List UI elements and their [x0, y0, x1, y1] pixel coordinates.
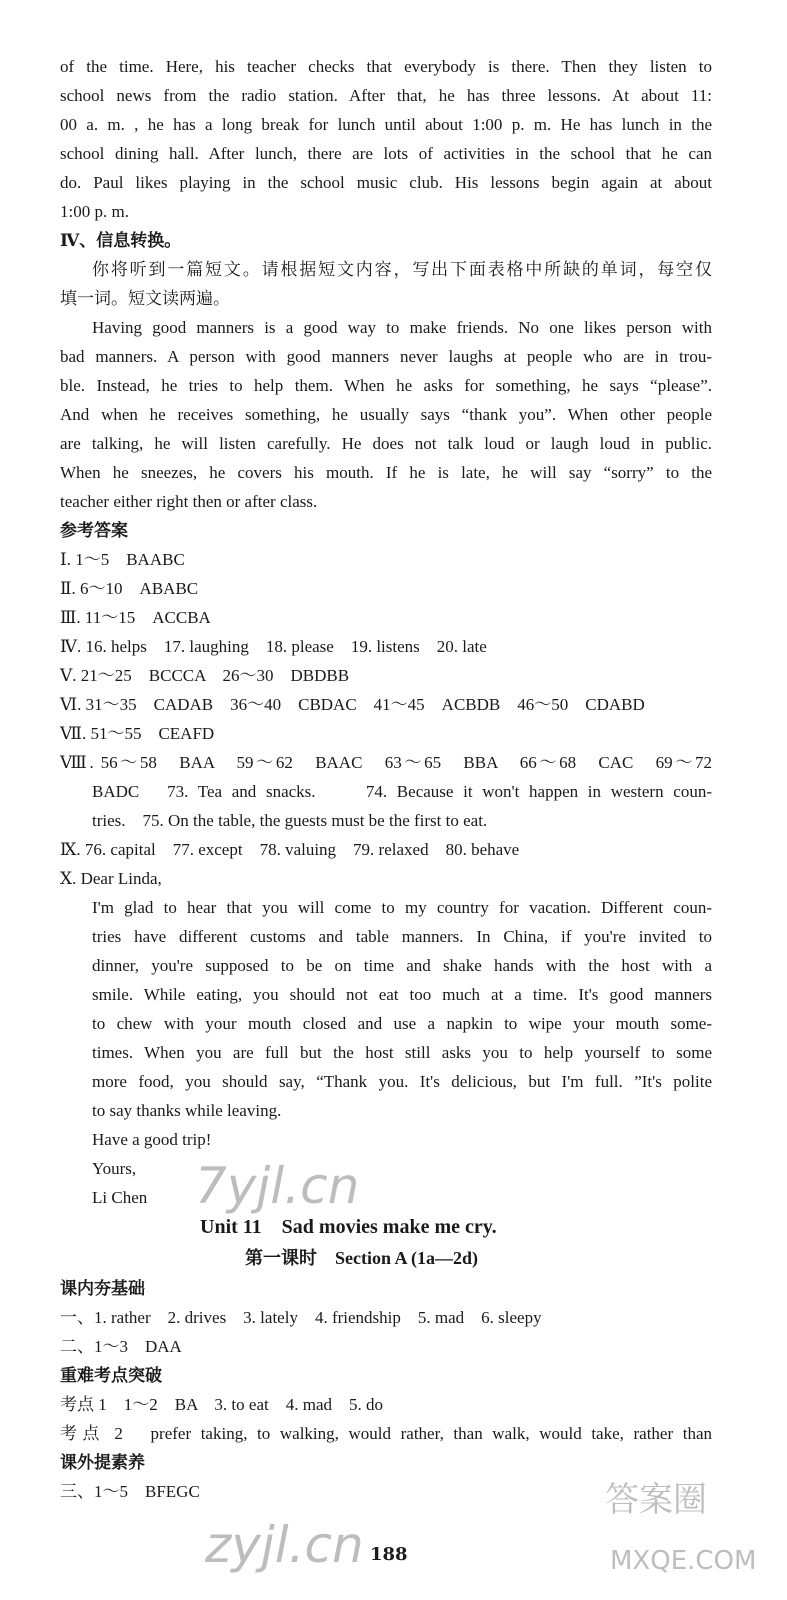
passage-line: 00 a. m. , he has a long break for lunch until about 1:00 p. m. He has lunch in the — [60, 115, 712, 134]
passage-line: do. Paul likes playing in the school music club. His lessons begin again at about — [60, 173, 712, 192]
answers-title: 参考答案 — [60, 521, 128, 541]
answer-line: Ⅴ. 21～25 BCCCA 26～30 DBDBB — [60, 666, 350, 685]
answer-line: 一、1. rather 2. drives 3. lately 4. friendship 5. mad 6. sleepy — [60, 1308, 542, 1327]
letter-line: to chew with your mouth closed and use a napkin to wipe your mouth some- — [92, 1014, 712, 1033]
answer-line: 二、1～3 DAA — [60, 1337, 182, 1356]
answer-line: Ⅹ. Dear Linda, — [60, 869, 162, 888]
letter-line: Yours, — [92, 1159, 137, 1178]
passage-line: teacher either right then or after class. — [60, 492, 318, 511]
passage-line: ble. Instead, he tries to help them. When he asks for something, he says “please”. — [60, 376, 712, 395]
answer-line: Ⅶ. 51～55 CEAFD — [60, 724, 215, 743]
letter-line: smile. While eating, you should not eat too much at a time. It's good manners — [92, 985, 712, 1004]
section-iv-title: Ⅳ、信息转换。 — [60, 231, 182, 251]
letter-line: to say thanks while leaving. — [92, 1101, 282, 1120]
passage-line: Having good manners is a good way to make friends. No one likes person with — [92, 318, 712, 337]
zhongnan-title: 重难考点突破 — [60, 1366, 162, 1386]
passage-line: school dining hall. After lunch, there are lots of activities in the school that he can — [60, 144, 712, 163]
passage-line: 1:00 p. m. — [60, 202, 129, 221]
lesson-title: 第一课时 Section A (1a—2d) — [245, 1248, 479, 1268]
unit-title: Unit 11 Sad movies make me cry. — [200, 1216, 497, 1238]
answer-line: 考点 2 prefer taking, to walking, would rather, than walk, would take, rather than — [60, 1424, 712, 1443]
watermark: MXQE.COM — [610, 1546, 757, 1576]
kewai-title: 课外提素养 — [60, 1453, 145, 1473]
passage-line: When he sneezes, he covers his mouth. If he is late, he will say “sorry” to the — [60, 463, 712, 482]
answer-line: 三、1～5 BFEGC — [60, 1482, 200, 1501]
passage-line: of the time. Here, his teacher checks that everybody is there. Then they listen to — [60, 57, 712, 76]
passage-line: bad manners. A person with good manners never laughs at people who are in trou- — [60, 347, 712, 366]
answer-line: Ⅲ. 11～15 ACCBA — [60, 608, 211, 627]
letter-line: Li Chen — [92, 1188, 148, 1207]
letter-line: dinner, you're supposed to be on time and shake hands with the host with a — [92, 956, 712, 975]
instruction-line: 填一词。短文读两遍。 — [60, 289, 230, 308]
answer-line: Ⅸ. 76. capital 77. except 78. valuing 79. relaxed 80. behave — [60, 840, 520, 859]
answer-line: Ⅳ. 16. helps 17. laughing 18. please 19. listens 20. late — [60, 637, 487, 656]
letter-line: times. When you are full but the host still asks you to help yourself to some — [92, 1043, 712, 1062]
letter-line: Have a good trip! — [92, 1130, 212, 1149]
letter-line: more food, you should say, “Thank you. It's delicious, but I'm full. ”It's polite — [92, 1072, 712, 1091]
watermark: 7yjl.cn — [195, 1157, 360, 1215]
watermark: 答案圈 — [605, 1480, 707, 1520]
passage-line: are talking, he will listen carefully. He does not talk loud or laugh loud in public. — [60, 434, 712, 453]
passage-line: And when he receives something, he usually says “thank you”. When other people — [60, 405, 712, 424]
answer-line: tries. 75. On the table, the guests must be the first to eat. — [92, 811, 488, 830]
letter-line: tries have different customs and table manners. In China, if you're invited to — [92, 927, 712, 946]
passage-line: school news from the radio station. After that, he has three lessons. At about 11: — [60, 86, 712, 105]
answer-line: Ⅰ. 1～5 BAABC — [60, 550, 185, 569]
letter-line: I'm glad to hear that you will come to my country for vacation. Different coun- — [92, 898, 712, 917]
answer-line: Ⅵ. 31～35 CADAB 36～40 CBDAC 41～45 ACBDB 46～50 CDABD — [60, 695, 645, 714]
page-number: 188 — [370, 1544, 408, 1565]
watermark: zyjl.cn — [205, 1516, 364, 1574]
kenei-title: 课内夯基础 — [60, 1279, 145, 1299]
answer-line: Ⅱ. 6～10 ABABC — [60, 579, 199, 598]
instruction-line: 你将听到一篇短文。请根据短文内容，写出下面表格中所缺的单词，每空仅 — [92, 260, 712, 279]
answer-line: BADC 73. Tea and snacks. 74. Because it won't happen in western coun- — [92, 782, 712, 801]
answer-line: Ⅷ. 56～58 BAA 59～62 BAAC 63～65 BBA 66～68 CAC 69～72 — [60, 753, 712, 772]
answer-line: 考点 1 1～2 BA 3. to eat 4. mad 5. do — [60, 1395, 383, 1414]
